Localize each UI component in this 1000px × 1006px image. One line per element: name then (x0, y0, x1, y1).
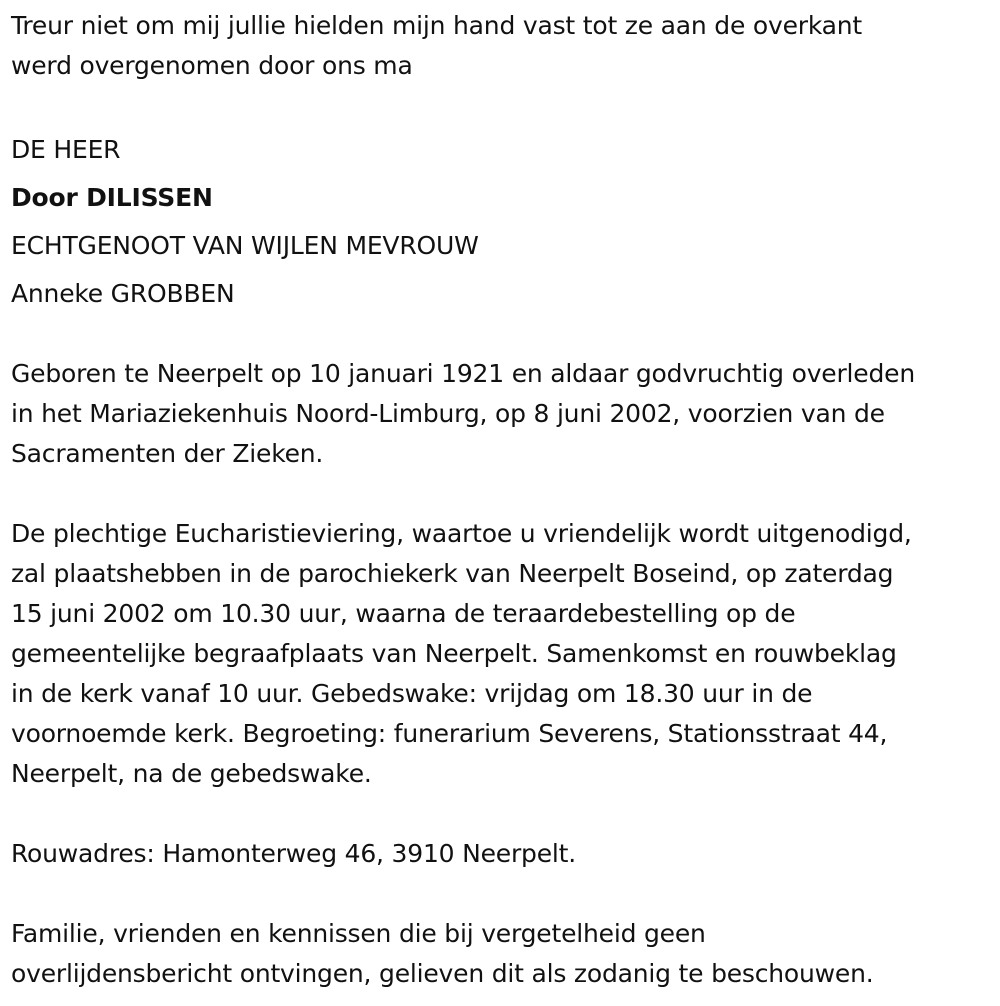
spouse-name: Anneke GROBBEN (11, 279, 235, 308)
service-paragraph (11, 514, 996, 794)
deceased-name: Door DILISSEN (11, 183, 213, 212)
spacer (11, 874, 996, 914)
obituary-notice (11, 6, 996, 994)
deceased-header (11, 126, 996, 318)
spacer (11, 794, 996, 834)
title-prefix: DE HEER (11, 135, 121, 164)
paragraph-line: voornoemde kerk. Begroeting: funerarium Severens, Stationsstraat 44, (11, 719, 888, 748)
motto-line: Treur niet om mij jullie hielden mijn hand vast tot ze aan de overkant (11, 11, 863, 40)
motto-line: werd overgenomen door ons ma (11, 51, 413, 80)
paragraph-line: 15 juni 2002 om 10.30 uur, waarna de teraardebestelling op de (11, 599, 796, 628)
spacer (11, 318, 996, 354)
spouse-label: ECHTGENOOT VAN WIJLEN MEVROUW (11, 231, 479, 260)
motto (11, 6, 996, 86)
paragraph-line: Geboren te Neerpelt op 10 januari 1921 en aldaar godvruchtig overleden (11, 359, 915, 388)
paragraph-line: in het Mariaziekenhuis Noord-Limburg, op 8 juni 2002, voorzien van de (11, 399, 885, 428)
paragraph-line: overlijdensbericht ontvingen, gelieven dit als zodanig te beschouwen. (11, 959, 874, 988)
paragraph-line: De plechtige Eucharistieviering, waartoe u vriendelijk wordt uitgenodigd, (11, 519, 912, 548)
address-paragraph (11, 834, 996, 874)
spacer (11, 474, 996, 514)
paragraph-line: Familie, vrienden en kennissen die bij vergetelheid geen (11, 919, 706, 948)
paragraph-line: Sacramenten der Zieken. (11, 439, 324, 468)
paragraph-line: zal plaatshebben in de parochiekerk van Neerpelt Boseind, op zaterdag (11, 559, 894, 588)
paragraph-line: Neerpelt, na de gebedswake. (11, 759, 372, 788)
paragraph-line: in de kerk vanaf 10 uur. Gebedswake: vrijdag om 18.30 uur in de (11, 679, 813, 708)
mourning-address: Rouwadres: Hamonterweg 46, 3910 Neerpelt. (11, 839, 577, 868)
paragraph-line: gemeentelijke begraafplaats van Neerpelt. Samenkomst en rouwbeklag (11, 639, 897, 668)
spacer (11, 86, 996, 126)
birth-paragraph (11, 354, 996, 474)
closing-paragraph (11, 914, 996, 994)
